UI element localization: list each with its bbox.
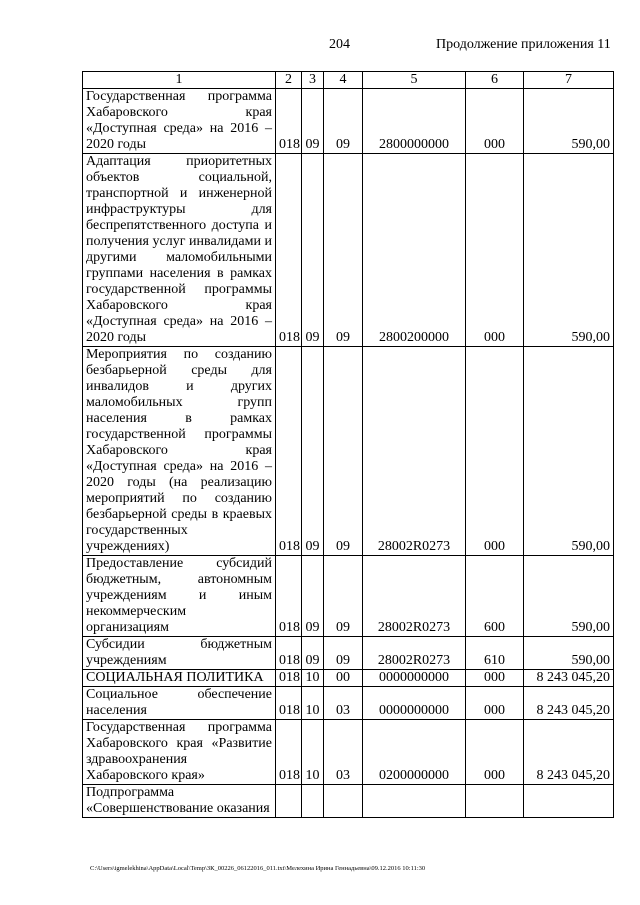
column-header: 2 <box>276 72 302 89</box>
table-row <box>83 785 614 818</box>
cell-expense-type: 610 <box>466 637 524 670</box>
cell-target-article: 0000000000 <box>363 687 466 720</box>
column-header: 4 <box>324 72 363 89</box>
cell-subsection <box>324 785 363 818</box>
cell-amount: 8 243 045,20 <box>524 720 614 785</box>
file-path-footer: C:\Users\igmelekhina\AppData\Local\Temp\ЗК_00226_06122016_011.txt\Мелехина Ирина Геннадьевна\09.12.2016 10:11:30 <box>90 865 426 872</box>
cell-section: 10 <box>302 687 324 720</box>
cell-subsection: 03 <box>324 687 363 720</box>
cell-expense-type: 000 <box>466 720 524 785</box>
table-row <box>83 89 614 154</box>
cell-target-article: 0200000000 <box>363 720 466 785</box>
cell-subsection: 00 <box>324 670 363 687</box>
cell-subsection: 09 <box>324 637 363 670</box>
table-row <box>83 687 614 720</box>
cell-subsection: 09 <box>324 89 363 154</box>
budget-table <box>82 71 614 818</box>
cell-subsection: 09 <box>324 347 363 556</box>
row-name: Государственная программа Хабаровского края «Развитие здравоохранения Хабаровского края» <box>83 720 276 785</box>
column-header: 6 <box>466 72 524 89</box>
column-header: 1 <box>83 72 276 89</box>
table-row <box>83 720 614 785</box>
table-row <box>83 347 614 556</box>
cell-expense-type: 000 <box>466 154 524 347</box>
cell-expense-type: 600 <box>466 556 524 637</box>
cell-code: 018 <box>276 89 302 154</box>
cell-expense-type: 000 <box>466 347 524 556</box>
cell-expense-type: 000 <box>466 687 524 720</box>
cell-code <box>276 785 302 818</box>
cell-target-article: 2800000000 <box>363 89 466 154</box>
cell-target-article: 2800200000 <box>363 154 466 347</box>
cell-target-article: 0000000000 <box>363 670 466 687</box>
cell-expense-type: 000 <box>466 89 524 154</box>
cell-amount: 590,00 <box>524 347 614 556</box>
cell-amount: 590,00 <box>524 556 614 637</box>
row-name: Подпрограмма «Совершенствование оказания <box>83 785 276 818</box>
row-name: Государственная программа Хабаровского края «Доступная среда» на 2016 – 2020 годы <box>83 89 276 154</box>
cell-section: 09 <box>302 347 324 556</box>
cell-amount: 8 243 045,20 <box>524 670 614 687</box>
cell-target-article <box>363 785 466 818</box>
cell-code: 018 <box>276 154 302 347</box>
row-name: Субсидии бюджетным учреждениям <box>83 637 276 670</box>
cell-code: 018 <box>276 687 302 720</box>
cell-section <box>302 785 324 818</box>
cell-amount: 8 243 045,20 <box>524 687 614 720</box>
cell-target-article: 28002R0273 <box>363 637 466 670</box>
cell-section: 09 <box>302 556 324 637</box>
table-row <box>83 556 614 637</box>
cell-amount: 590,00 <box>524 154 614 347</box>
cell-code: 018 <box>276 670 302 687</box>
row-name: Предоставление субсидий бюджетным, автономным учреждениям и иным некоммерческим организациям <box>83 556 276 637</box>
row-name: Адаптация приоритетных объектов социальной, транспортной и инженерной инфраструктуры для беспрепятственного доступа и получения услуг инвалидами и другими маломобильными группами населения в рамках государственной программы Хабаровского края «Доступная среда» на 2016 – 2020 годы <box>83 154 276 347</box>
row-name: Мероприятия по созданию безбарьерной среды для инвалидов и других маломобильных групп населения в рамках государственной программы Хабаровского края «Доступная среда» на 2016 – 2020 годы (на реализацию мероприятий по созданию безбарьерной среды в краевых государственных учреждениях) <box>83 347 276 556</box>
cell-code: 018 <box>276 720 302 785</box>
cell-amount: 590,00 <box>524 637 614 670</box>
cell-subsection: 09 <box>324 154 363 347</box>
cell-target-article: 28002R0273 <box>363 347 466 556</box>
cell-section: 09 <box>302 154 324 347</box>
cell-code: 018 <box>276 637 302 670</box>
cell-section: 10 <box>302 720 324 785</box>
cell-subsection: 09 <box>324 556 363 637</box>
column-header: 5 <box>363 72 466 89</box>
column-header: 3 <box>302 72 324 89</box>
row-name: СОЦИАЛЬНАЯ ПОЛИТИКА <box>83 670 276 687</box>
page-number: 204 <box>329 37 350 52</box>
cell-code: 018 <box>276 556 302 637</box>
table-row <box>83 637 614 670</box>
cell-target-article: 28002R0273 <box>363 556 466 637</box>
cell-expense-type <box>466 785 524 818</box>
column-header-row <box>83 72 614 89</box>
cell-section: 09 <box>302 637 324 670</box>
table-row <box>83 154 614 347</box>
cell-amount <box>524 785 614 818</box>
table-row <box>83 670 614 687</box>
cell-expense-type: 000 <box>466 670 524 687</box>
appendix-continuation-label: Продолжение приложения 11 <box>436 37 611 52</box>
cell-section: 10 <box>302 670 324 687</box>
column-header: 7 <box>524 72 614 89</box>
cell-section: 09 <box>302 89 324 154</box>
cell-amount: 590,00 <box>524 89 614 154</box>
cell-code: 018 <box>276 347 302 556</box>
cell-subsection: 03 <box>324 720 363 785</box>
row-name: Социальное обеспечение населения <box>83 687 276 720</box>
